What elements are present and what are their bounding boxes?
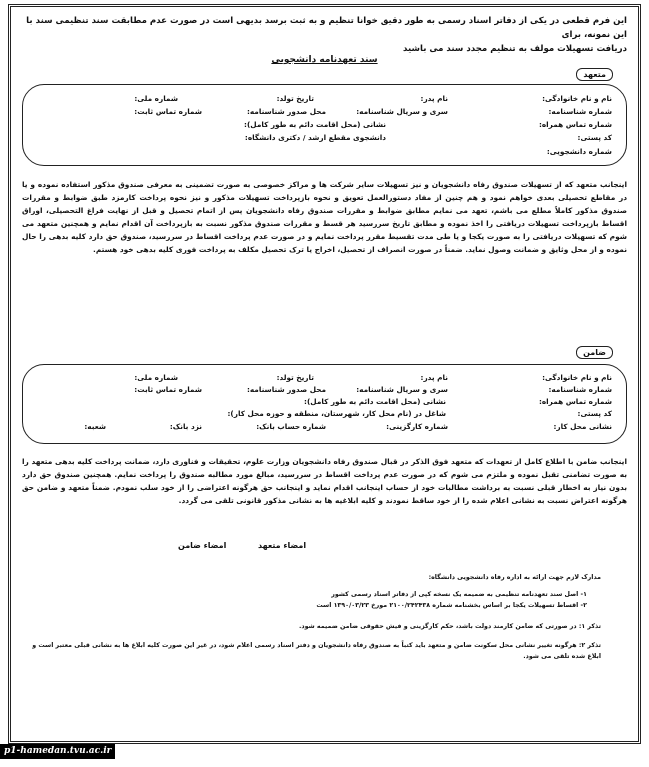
guarantor-branch-label: شعبه: xyxy=(84,422,106,431)
guarantor-father-label: نام پدر: xyxy=(420,373,448,382)
obligor-phone-label: شماره تماس ثابت: xyxy=(134,107,202,116)
guarantor-postal-label: کد پستی: xyxy=(577,409,612,418)
obligor-national-id-label: شماره ملی: xyxy=(134,94,178,103)
intro-line-1: این فرم قطعی در یکی از دفاتر اسناد رسمی به طور دقیق خوانا تنظیم و به ثبت برسد بدیهی است در صورت عدم مطابقت سند تنظیمی سند با این نمونه، برای xyxy=(26,16,627,40)
obligor-issue-place-label: محل صدور شناسنامه: xyxy=(246,107,326,116)
notes-item-2: ۲- اقساط تسهیلات یکجا بر اساس بخشنامه شماره ۲۱۰۰/۲۴۲۴۳۸ مورخ ۱۳۹۰/۰۳/۲۳ است xyxy=(316,602,587,609)
guarantor-id-no-label: شماره شناسنامه: xyxy=(548,385,612,394)
obligor-section-tag: متعهد xyxy=(576,68,613,81)
guarantor-serial-label: سری و سریال شناسنامه: xyxy=(356,385,448,394)
guarantor-address-label: نشانی (محل اقامت دائم به طور کامل): xyxy=(304,397,446,406)
guarantor-workplace-label: شاغل در (نام محل کار، شهرستان، منطقه و حوزه محل کار): xyxy=(227,409,446,418)
guarantor-section-tag: ضامن xyxy=(576,346,613,359)
obligor-info-box xyxy=(22,84,627,166)
obligor-university-label: دانشجوی مقطع ارشد / دکتری دانشگاه: xyxy=(244,133,386,142)
guarantor-info-box xyxy=(22,364,627,444)
notes-remark-1: تذکر ۱: در صورتی که ضامن کارمند دولت باشد، حکم کارگزینی و فیش حقوقی ضامن ضمیمه شود. xyxy=(298,623,601,630)
obligor-signature-label: امضاء متعهد xyxy=(258,541,307,550)
guarantor-phone-label: شماره تماس ثابت: xyxy=(134,385,202,394)
obligor-name-label: نام و نام خانوادگی: xyxy=(542,94,612,103)
guarantor-mobile-label: شماره تماس همراه: xyxy=(538,397,612,406)
obligor-serial-label: سری و سریال شناسنامه: xyxy=(356,107,448,116)
obligor-id-no-label: شماره شناسنامه: xyxy=(548,107,612,116)
notes-item-1: ۱- اصل سند تعهدنامه تنظیمی به ضمیمه یک نسخه کپی از دفاتر اسناد رسمی کشور xyxy=(331,591,587,598)
document-title: سند تعهدنامه دانشجویی xyxy=(271,55,378,65)
obligor-commitment-paragraph: اینجانب متعهد که از تسهیلات صندوق رفاه دانشجویان و نیز تسهیلات سایر شرکت ها و مراکز خصوصی به صورت تضمینی به معرفی صندوق مذکور استفاده نموده و یا در مقاطع تحصیلی بعدی خواهم نمود و هم چنین از مفاد دستورالعمل تعویق و نحوه بازپرداخت تسهیلات مذکور و نیز نحوه پرداخت کارمزد طبق ضوابط و مقررات صندوق مذکور کاملاً مطلع می باشم، تعهد می نمایم مطابق ضوابط و مقررات صندوق رفاه دانشجویان پس از اتمام تحصیل و قبل از نهایت فراغ التحصیلی، اوراق اقساط بازپرداخت تسهیلات دریافتی را اخذ نموده و مطابق تاریخ سررسید هر قسط و مقررات صندوق مذکور نسبت به بازپرداخت آن اقدام نمایم و همچنین متعهد می شوم که تسهیلات دریافتی را به صورت یکجا و یا طی مدت تقسیط مقرر پرداخت نمایم و در صورت عدم پرداخت اقساط در سررسید، صندوق حق دارد کلیه بدهی را حال نموده و از محل وثایق و ضمانت وصول نماید. ضمناً در صورت انصراف از تحصیل، اخراج یا ترک تحصیل مکلف به پرداخت فوری کلیه بدهی خود هستم. xyxy=(22,180,627,254)
guarantor-personnel-no-label: شماره کارگزینی: xyxy=(386,422,448,431)
notes-remark-2: تذکر ۲: هرگونه تغییر نشانی محل سکونت ضامن و متعهد باید کتباً به صندوق رفاه دانشجویان و دفتر اسناد رسمی اعلام شود، در غیر این صورت کلیه ابلاغ ها به نشانی قبلی معتبر است و ابلاغ شده تلقی می شود. xyxy=(32,642,601,660)
guarantor-commitment-paragraph: اینجانب ضامن با اطلاع کامل از تعهدات که متعهد فوق الذکر در قبال صندوق رفاه دانشجویان وزارت علوم، تحقیقات و فناوری دارد، ضمانت پرداخت کلیه بدهی متعهد را به صورت تضامنی تقبل نموده و ملتزم می شوم که در صورت عدم پرداخت اقساط در سررسید، مبالغ مورد مطالبه صندوق را پرداخت نمایم. همچنین صندوق حق دارد بدون نیاز به اخطار قبلی نسبت به برداشت مطالبات خود از حساب اینجانب اقدام نماید و اینجانب حق هرگونه اعتراضی را از خود سلب نمودم. ضمناً متعهد و ضامن حق هرگونه اعتراض نسبت به نشانی اعلام شده را از خود ساقط نمودند و کلیه ابلاغیه ها به نشانی مذکور قانونی تلقی می گردد. xyxy=(22,457,627,505)
guarantor-birthdate-label: تاریخ تولد: xyxy=(276,373,314,382)
obligor-postal-label: کد پستی: xyxy=(577,133,612,142)
guarantor-issue-place-label: محل صدور شناسنامه: xyxy=(246,385,326,394)
guarantor-name-label: نام و نام خانوادگی: xyxy=(542,373,612,382)
obligor-father-label: نام پدر: xyxy=(420,94,448,103)
obligor-birthdate-label: تاریخ تولد: xyxy=(276,94,314,103)
guarantor-national-id-label: شماره ملی: xyxy=(134,373,178,382)
obligor-mobile-label: شماره تماس همراه: xyxy=(538,120,612,129)
guarantor-signature-label: امضاء ضامن xyxy=(178,541,227,550)
obligor-address-label: نشانی (محل اقامت دائم به طور کامل): xyxy=(244,120,386,129)
guarantor-account-no-label: شماره حساب بانک: xyxy=(256,422,326,431)
guarantor-bank-label: نزد بانک: xyxy=(169,422,202,431)
obligor-student-no-label: شماره دانشجویی: xyxy=(546,147,612,156)
intro-instructions xyxy=(22,14,627,56)
guarantor-work-address-label: نشانی محل کار: xyxy=(553,422,612,431)
intro-line-2: دریافت تسهیلات مولف به تنظیم مجدد سند می باشید xyxy=(403,44,627,54)
notes-section xyxy=(30,572,601,662)
notes-heading: مدارک لازم جهت ارائه به اداره رفاه دانشجویی دانشگاه: xyxy=(428,574,601,581)
website-watermark: p1-hamedan.tvu.ac.ir xyxy=(0,744,115,759)
